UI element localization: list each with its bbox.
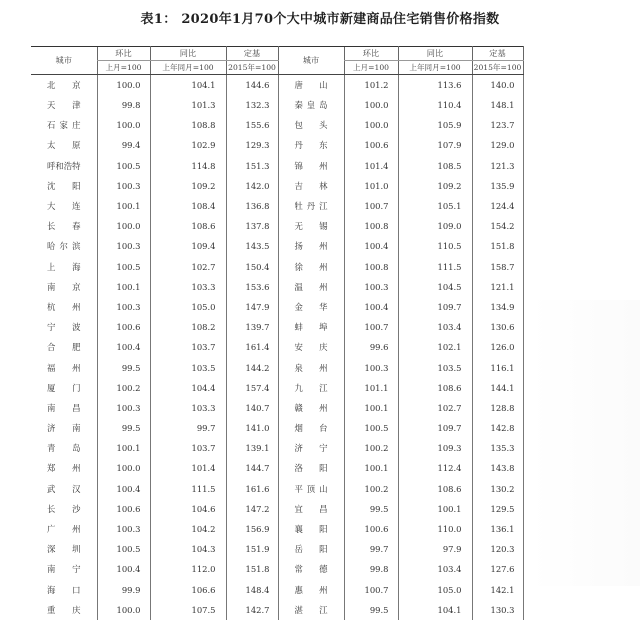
cell-yoy-right: 97.9	[398, 539, 472, 559]
cell-base-left: 147.2	[226, 499, 278, 519]
cell-city-left: 福州	[31, 358, 97, 378]
cell-city-left: 呼和浩特	[31, 156, 97, 176]
cell-yoy-right: 103.4	[398, 560, 472, 580]
cell-yoy-left: 102.7	[150, 257, 226, 277]
cell-mom-left: 100.1	[97, 438, 150, 458]
cell-city-right: 丹东	[278, 136, 344, 156]
header-base-sub-left: 2015年=100	[226, 61, 278, 75]
table-row	[31, 115, 523, 135]
cell-yoy-left: 104.6	[150, 499, 226, 519]
cell-base-left: 157.4	[226, 378, 278, 398]
table-row	[31, 519, 523, 539]
cell-yoy-right: 109.2	[398, 176, 472, 196]
cell-base-left: 153.6	[226, 277, 278, 297]
header-yoy-right: 同比	[398, 47, 472, 61]
cell-base-right: 143.8	[472, 459, 523, 479]
cell-base-left: 142.7	[226, 600, 278, 620]
cell-city-right: 赣州	[278, 398, 344, 418]
cell-city-left: 太原	[31, 136, 97, 156]
cell-city-right: 锦州	[278, 156, 344, 176]
header-mom-sub-right: 上月=100	[344, 61, 398, 75]
cell-yoy-right: 109.0	[398, 216, 472, 236]
header-mom-right: 环比	[344, 47, 398, 61]
cell-yoy-left: 108.6	[150, 216, 226, 236]
cell-mom-left: 100.3	[97, 297, 150, 317]
cell-yoy-right: 109.7	[398, 418, 472, 438]
cell-mom-left: 100.2	[97, 378, 150, 398]
cell-city-left: 北京	[31, 75, 97, 96]
cell-base-right: 134.9	[472, 297, 523, 317]
cell-base-right: 140.0	[472, 75, 523, 96]
cell-city-right: 惠州	[278, 580, 344, 600]
cell-city-right: 金华	[278, 297, 344, 317]
table-row	[31, 95, 523, 115]
table-row	[31, 136, 523, 156]
cell-base-right: 129.5	[472, 499, 523, 519]
cell-mom-right: 100.5	[344, 418, 398, 438]
cell-mom-right: 100.0	[344, 115, 398, 135]
cell-city-left: 石家庄	[31, 115, 97, 135]
cell-base-right: 135.3	[472, 438, 523, 458]
cell-yoy-left: 104.1	[150, 75, 226, 96]
cell-base-left: 144.6	[226, 75, 278, 96]
cell-base-right: 144.1	[472, 378, 523, 398]
header-mom-sub-left: 上月=100	[97, 61, 150, 75]
cell-base-left: 150.4	[226, 257, 278, 277]
cell-base-left: 141.0	[226, 418, 278, 438]
cell-base-right: 124.4	[472, 196, 523, 216]
cell-city-left: 郑州	[31, 459, 97, 479]
cell-yoy-left: 108.8	[150, 115, 226, 135]
cell-mom-right: 101.2	[344, 75, 398, 96]
cell-yoy-right: 104.5	[398, 277, 472, 297]
cell-base-left: 156.9	[226, 519, 278, 539]
cell-mom-left: 100.1	[97, 277, 150, 297]
cell-mom-left: 100.5	[97, 257, 150, 277]
table-row	[31, 600, 523, 620]
cell-city-right: 吉林	[278, 176, 344, 196]
table-row	[31, 459, 523, 479]
cell-yoy-left: 109.2	[150, 176, 226, 196]
cell-yoy-right: 107.9	[398, 136, 472, 156]
cell-yoy-right: 102.1	[398, 337, 472, 357]
cell-city-left: 重庆	[31, 600, 97, 620]
header-mom-left: 环比	[97, 47, 150, 61]
cell-yoy-left: 111.5	[150, 479, 226, 499]
table-row	[31, 237, 523, 257]
table-row	[31, 378, 523, 398]
cell-yoy-left: 103.3	[150, 277, 226, 297]
cell-city-left: 大连	[31, 196, 97, 216]
cell-city-right: 襄阳	[278, 519, 344, 539]
table-row	[31, 438, 523, 458]
cell-mom-left: 99.9	[97, 580, 150, 600]
table-row	[31, 75, 523, 96]
cell-base-left: 132.3	[226, 95, 278, 115]
table-row	[31, 317, 523, 337]
cell-city-left: 南昌	[31, 398, 97, 418]
table-row	[31, 176, 523, 196]
cell-mom-left: 100.0	[97, 216, 150, 236]
cell-city-right: 温州	[278, 277, 344, 297]
cell-base-left: 161.6	[226, 479, 278, 499]
cell-mom-left: 100.4	[97, 560, 150, 580]
cell-yoy-left: 102.9	[150, 136, 226, 156]
cell-city-left: 长沙	[31, 499, 97, 519]
cell-yoy-right: 104.1	[398, 600, 472, 620]
cell-yoy-left: 101.3	[150, 95, 226, 115]
cell-yoy-right: 105.1	[398, 196, 472, 216]
cell-mom-left: 99.5	[97, 418, 150, 438]
cell-yoy-left: 99.7	[150, 418, 226, 438]
cell-city-left: 天津	[31, 95, 97, 115]
cell-yoy-left: 112.0	[150, 560, 226, 580]
table-title: 表1： 2020年1月70个大中城市新建商品住宅销售价格指数	[0, 8, 640, 27]
cell-yoy-left: 104.4	[150, 378, 226, 398]
cell-base-right: 136.1	[472, 519, 523, 539]
paper-glare	[530, 300, 640, 586]
cell-mom-right: 100.6	[344, 519, 398, 539]
cell-city-right: 徐州	[278, 257, 344, 277]
cell-yoy-left: 114.8	[150, 156, 226, 176]
cell-base-right: 130.6	[472, 317, 523, 337]
cell-city-left: 南京	[31, 277, 97, 297]
cell-city-left: 哈尔滨	[31, 237, 97, 257]
cell-city-right: 秦皇岛	[278, 95, 344, 115]
cell-mom-right: 101.4	[344, 156, 398, 176]
table-row	[31, 297, 523, 317]
cell-mom-right: 99.5	[344, 499, 398, 519]
header-yoy-left: 同比	[150, 47, 226, 61]
cell-mom-left: 100.3	[97, 176, 150, 196]
cell-base-right: 130.3	[472, 600, 523, 620]
cell-base-right: 120.3	[472, 539, 523, 559]
cell-yoy-left: 105.0	[150, 297, 226, 317]
cell-city-left: 广州	[31, 519, 97, 539]
cell-yoy-left: 109.4	[150, 237, 226, 257]
table-row	[31, 479, 523, 499]
cell-base-left: 151.9	[226, 539, 278, 559]
cell-base-left: 140.7	[226, 398, 278, 418]
cell-yoy-left: 103.3	[150, 398, 226, 418]
cell-mom-right: 100.7	[344, 317, 398, 337]
cell-yoy-right: 108.6	[398, 378, 472, 398]
cell-mom-right: 100.1	[344, 459, 398, 479]
cell-mom-left: 100.5	[97, 156, 150, 176]
header-base-left: 定基	[226, 47, 278, 61]
cell-mom-left: 100.3	[97, 519, 150, 539]
cell-base-left: 136.8	[226, 196, 278, 216]
cell-city-left: 沈阳	[31, 176, 97, 196]
cell-base-left: 143.5	[226, 237, 278, 257]
cell-base-left: 151.8	[226, 560, 278, 580]
cell-mom-right: 100.7	[344, 580, 398, 600]
cell-mom-right: 100.2	[344, 438, 398, 458]
table-row	[31, 560, 523, 580]
cell-mom-right: 100.8	[344, 257, 398, 277]
cell-city-right: 蚌埠	[278, 317, 344, 337]
cell-mom-right: 100.3	[344, 277, 398, 297]
cell-base-right: 123.7	[472, 115, 523, 135]
cell-mom-left: 100.6	[97, 499, 150, 519]
cell-city-right: 平顶山	[278, 479, 344, 499]
cell-base-right: 158.7	[472, 257, 523, 277]
cell-mom-right: 100.4	[344, 297, 398, 317]
cell-city-right: 无锡	[278, 216, 344, 236]
cell-base-right: 154.2	[472, 216, 523, 236]
cell-mom-left: 100.5	[97, 539, 150, 559]
cell-base-right: 121.3	[472, 156, 523, 176]
cell-city-right: 济宁	[278, 438, 344, 458]
cell-yoy-left: 107.5	[150, 600, 226, 620]
cell-city-left: 杭州	[31, 297, 97, 317]
cell-city-right: 唐山	[278, 75, 344, 96]
table-row	[31, 580, 523, 600]
table-row	[31, 539, 523, 559]
header-yoy-sub-left: 上年同月=100	[150, 61, 226, 75]
cell-mom-right: 100.0	[344, 95, 398, 115]
cell-yoy-left: 104.2	[150, 519, 226, 539]
cell-city-left: 长春	[31, 216, 97, 236]
cell-mom-left: 99.5	[97, 358, 150, 378]
cell-city-left: 上海	[31, 257, 97, 277]
cell-yoy-right: 108.5	[398, 156, 472, 176]
cell-base-left: 147.9	[226, 297, 278, 317]
cell-yoy-left: 108.4	[150, 196, 226, 216]
cell-yoy-right: 100.1	[398, 499, 472, 519]
header-row-sub	[31, 61, 523, 75]
cell-yoy-right: 105.9	[398, 115, 472, 135]
cell-mom-left: 100.1	[97, 196, 150, 216]
table-row	[31, 277, 523, 297]
cell-mom-left: 100.0	[97, 459, 150, 479]
cell-yoy-left: 103.7	[150, 337, 226, 357]
cell-yoy-left: 103.5	[150, 358, 226, 378]
cell-yoy-right: 105.0	[398, 580, 472, 600]
cell-base-right: 151.8	[472, 237, 523, 257]
cell-base-left: 139.1	[226, 438, 278, 458]
cell-base-right: 129.0	[472, 136, 523, 156]
cell-city-right: 扬州	[278, 237, 344, 257]
cell-base-left: 137.8	[226, 216, 278, 236]
cell-mom-left: 100.0	[97, 600, 150, 620]
cell-mom-right: 100.1	[344, 398, 398, 418]
table-row	[31, 337, 523, 357]
cell-base-left: 144.7	[226, 459, 278, 479]
cell-base-left: 144.2	[226, 358, 278, 378]
cell-city-left: 济南	[31, 418, 97, 438]
cell-mom-right: 100.2	[344, 479, 398, 499]
cell-base-right: 128.8	[472, 398, 523, 418]
cell-city-right: 泉州	[278, 358, 344, 378]
cell-mom-left: 100.4	[97, 337, 150, 357]
cell-yoy-left: 103.7	[150, 438, 226, 458]
cell-city-left: 青岛	[31, 438, 97, 458]
cell-yoy-right: 103.5	[398, 358, 472, 378]
cell-base-right: 135.9	[472, 176, 523, 196]
cell-base-right: 142.1	[472, 580, 523, 600]
cell-mom-right: 101.0	[344, 176, 398, 196]
table-row	[31, 257, 523, 277]
cell-mom-right: 99.6	[344, 337, 398, 357]
cell-city-right: 安庆	[278, 337, 344, 357]
cell-mom-left: 100.0	[97, 115, 150, 135]
price-index-table	[31, 46, 524, 620]
cell-yoy-right: 110.0	[398, 519, 472, 539]
cell-city-right: 九江	[278, 378, 344, 398]
cell-base-right: 130.2	[472, 479, 523, 499]
table-row	[31, 216, 523, 236]
cell-city-right: 宜昌	[278, 499, 344, 519]
table-row	[31, 358, 523, 378]
cell-mom-left: 99.4	[97, 136, 150, 156]
header-base-sub-right: 2015年=100	[472, 61, 523, 75]
cell-base-left: 161.4	[226, 337, 278, 357]
cell-mom-left: 100.3	[97, 398, 150, 418]
cell-city-left: 宁波	[31, 317, 97, 337]
header-city-left: 城市	[31, 47, 97, 75]
header-city-right: 城市	[278, 47, 344, 75]
cell-mom-left: 100.6	[97, 317, 150, 337]
cell-yoy-left: 101.4	[150, 459, 226, 479]
cell-mom-left: 99.8	[97, 95, 150, 115]
cell-base-right: 142.8	[472, 418, 523, 438]
cell-city-right: 湛江	[278, 600, 344, 620]
cell-city-right: 烟台	[278, 418, 344, 438]
cell-city-left: 厦门	[31, 378, 97, 398]
cell-yoy-left: 104.3	[150, 539, 226, 559]
cell-city-left: 武汉	[31, 479, 97, 499]
cell-base-right: 148.1	[472, 95, 523, 115]
cell-base-right: 127.6	[472, 560, 523, 580]
cell-mom-right: 100.8	[344, 216, 398, 236]
header-row-main	[31, 47, 523, 61]
cell-mom-right: 101.1	[344, 378, 398, 398]
cell-mom-left: 100.4	[97, 479, 150, 499]
table-body	[31, 75, 523, 620]
cell-mom-right: 99.5	[344, 600, 398, 620]
cell-city-right: 洛阳	[278, 459, 344, 479]
cell-city-left: 合肥	[31, 337, 97, 357]
cell-yoy-right: 103.4	[398, 317, 472, 337]
cell-city-left: 南宁	[31, 560, 97, 580]
cell-yoy-left: 106.6	[150, 580, 226, 600]
header-yoy-sub-right: 上年同月=100	[398, 61, 472, 75]
cell-city-right: 岳阳	[278, 539, 344, 559]
cell-city-right: 包头	[278, 115, 344, 135]
cell-mom-right: 100.3	[344, 358, 398, 378]
table-row	[31, 196, 523, 216]
cell-mom-right: 100.4	[344, 237, 398, 257]
cell-base-left: 155.6	[226, 115, 278, 135]
cell-mom-right: 100.7	[344, 196, 398, 216]
cell-city-left: 深圳	[31, 539, 97, 559]
table-row	[31, 418, 523, 438]
cell-base-right: 116.1	[472, 358, 523, 378]
header-base-right: 定基	[472, 47, 523, 61]
table-row	[31, 398, 523, 418]
cell-yoy-right: 108.6	[398, 479, 472, 499]
cell-base-right: 126.0	[472, 337, 523, 357]
cell-yoy-right: 112.4	[398, 459, 472, 479]
cell-mom-left: 100.3	[97, 237, 150, 257]
cell-mom-right: 99.7	[344, 539, 398, 559]
cell-mom-right: 100.6	[344, 136, 398, 156]
cell-yoy-right: 110.4	[398, 95, 472, 115]
cell-base-left: 151.3	[226, 156, 278, 176]
cell-yoy-right: 109.3	[398, 438, 472, 458]
cell-base-right: 121.1	[472, 277, 523, 297]
table-row	[31, 499, 523, 519]
cell-base-left: 142.0	[226, 176, 278, 196]
cell-yoy-right: 110.5	[398, 237, 472, 257]
cell-base-left: 139.7	[226, 317, 278, 337]
cell-base-left: 129.3	[226, 136, 278, 156]
cell-yoy-right: 113.6	[398, 75, 472, 96]
cell-base-left: 148.4	[226, 580, 278, 600]
cell-city-left: 海口	[31, 580, 97, 600]
cell-yoy-right: 109.7	[398, 297, 472, 317]
cell-mom-left: 100.0	[97, 75, 150, 96]
cell-yoy-right: 102.7	[398, 398, 472, 418]
cell-yoy-right: 111.5	[398, 257, 472, 277]
cell-yoy-left: 108.2	[150, 317, 226, 337]
cell-mom-right: 99.8	[344, 560, 398, 580]
cell-city-right: 常德	[278, 560, 344, 580]
cell-city-right: 牡丹江	[278, 196, 344, 216]
table-row	[31, 156, 523, 176]
